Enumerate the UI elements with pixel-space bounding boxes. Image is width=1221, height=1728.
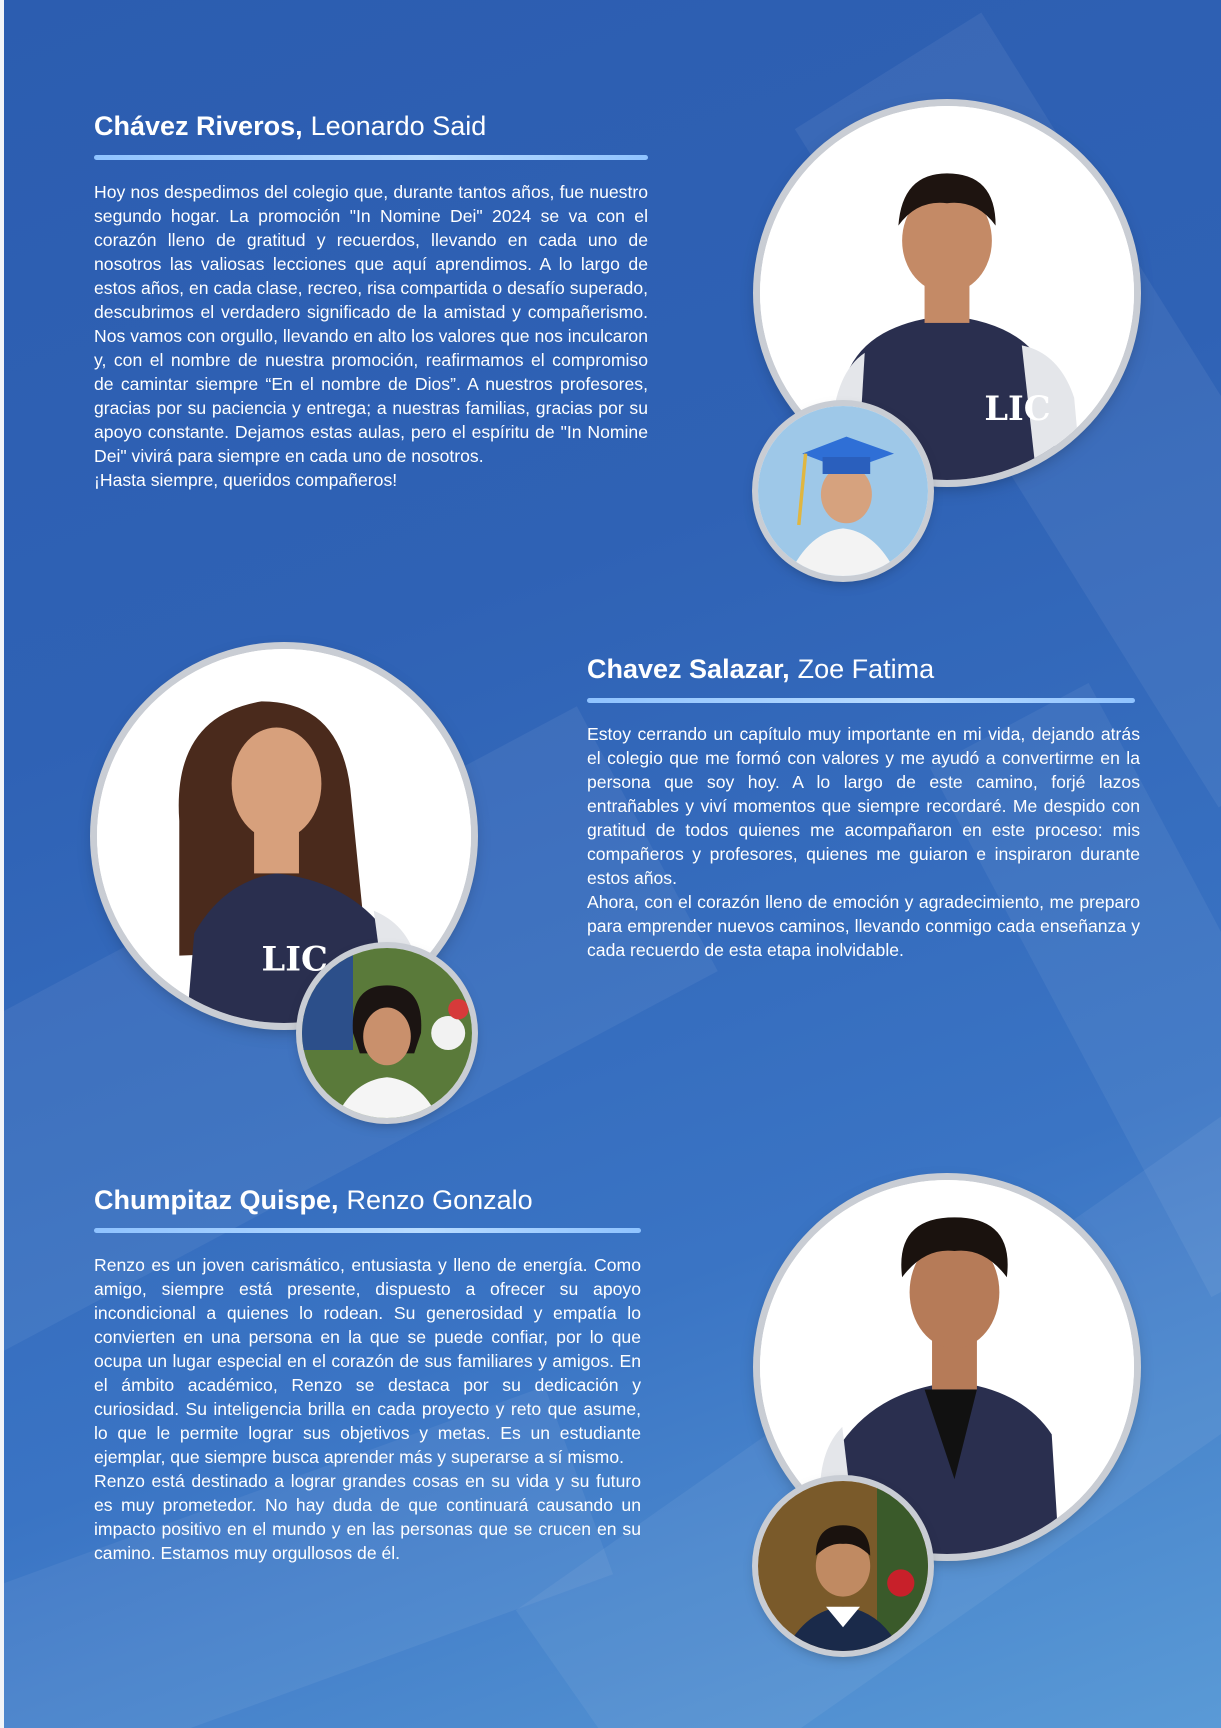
message-paragraph: ¡Hasta siempre, queridos compañeros! bbox=[94, 470, 398, 490]
childhood-photo bbox=[758, 406, 928, 576]
profile-name bbox=[94, 1185, 533, 1216]
childhood-illustration bbox=[758, 406, 928, 576]
childhood-photo bbox=[758, 1481, 928, 1651]
profile-name bbox=[94, 111, 486, 142]
profile-message bbox=[587, 722, 1140, 962]
profile-surname: Chumpitaz Quispe, bbox=[94, 1185, 339, 1215]
childhood-illustration bbox=[302, 948, 472, 1118]
jacket-emblem: LIC bbox=[984, 388, 1051, 429]
profile-surname: Chávez Riveros, bbox=[94, 111, 303, 141]
profile-given-name: Renzo Gonzalo bbox=[346, 1185, 533, 1215]
name-underline bbox=[587, 698, 1135, 703]
name-underline bbox=[94, 155, 648, 160]
message-paragraph: Ahora, con el corazón lleno de emoción y agradecimiento, me preparo para emprender nuevos caminos, llevando conmigo cada enseñanza y cada recuerdo de esta etapa inolvidable. bbox=[587, 892, 1140, 960]
profile-name bbox=[587, 654, 934, 685]
childhood-photo bbox=[302, 948, 472, 1118]
jacket-emblem: LIC bbox=[261, 938, 328, 979]
profile-message bbox=[94, 180, 648, 492]
childhood-illustration bbox=[758, 1481, 928, 1651]
profile-given-name: Leonardo Said bbox=[310, 111, 487, 141]
profile-surname: Chavez Salazar, bbox=[587, 654, 790, 684]
page-edge bbox=[0, 0, 4, 1728]
profile-given-name: Zoe Fatima bbox=[797, 654, 935, 684]
message-paragraph: Estoy cerrando un capítulo muy importante en mi vida, dejando atrás el colegio que me formó con valores y me ayudó a convertirme en la persona que soy hoy. A lo largo de este camino, forjé lazos entrañables y viví momentos que siempre recordaré. Me despido con gratitud de todos quienes me acompañaron en este proceso: mis compañeros y profesores, quienes me guiaron e inspiraron durante estos años. bbox=[587, 724, 1140, 888]
message-paragraph: Renzo está destinado a lograr grandes cosas en su vida y su futuro es muy prometedor. No hay duda de que continuará causando un impacto positivo en el mundo y en las personas que se crucen en su camino. Estamos muy orgullosos de él. bbox=[94, 1471, 641, 1563]
message-paragraph: Renzo es un joven carismático, entusiasta y lleno de energía. Como amigo, siempre está presente, dispuesto a ofrecer su apoyo incondicional a quienes lo rodean. Su generosidad y empatía lo convierten en una persona en la que se puede confiar, por lo que ocupa un lugar especial en el corazón de sus familiares y amigos. En el ámbito académico, Renzo se destaca por su dedicación y curiosidad. Su inteligencia brilla en cada proyecto y reto que asume, lo que le permite lograr sus objetivos y metas. Es un estudiante ejemplar, que siempre busca aprender más y superarse a sí mismo. bbox=[94, 1255, 641, 1467]
profile-message bbox=[94, 1253, 641, 1565]
name-underline bbox=[94, 1228, 641, 1233]
message-paragraph: Hoy nos despedimos del colegio que, durante tantos años, fue nuestro segundo hogar. La promoción "In Nomine Dei" 2024 se va con el corazón lleno de gratitud y recuerdos, llevando en cada uno de nosotros las valiosas lecciones que aquí aprendimos. A lo largo de estos años, en cada clase, recreo, risa compartida o desafío superado, descubrimos el verdadero significado de la amistad y compañerismo. Nos vamos con orgullo, llevando en alto los valores que nos inculcaron y, con el nombre de nuestra promoción, reafirmamos el compromiso de camintar siempre “En el nombre de Dios”. A nuestros profesores, gracias por su paciencia y entrega; a nuestras familias, gracias por su apoyo constante. Dejamos estas aulas, pero el espíritu de "In Nomine Dei" vivirá para siempre en cada uno de nosotros. bbox=[94, 182, 648, 466]
